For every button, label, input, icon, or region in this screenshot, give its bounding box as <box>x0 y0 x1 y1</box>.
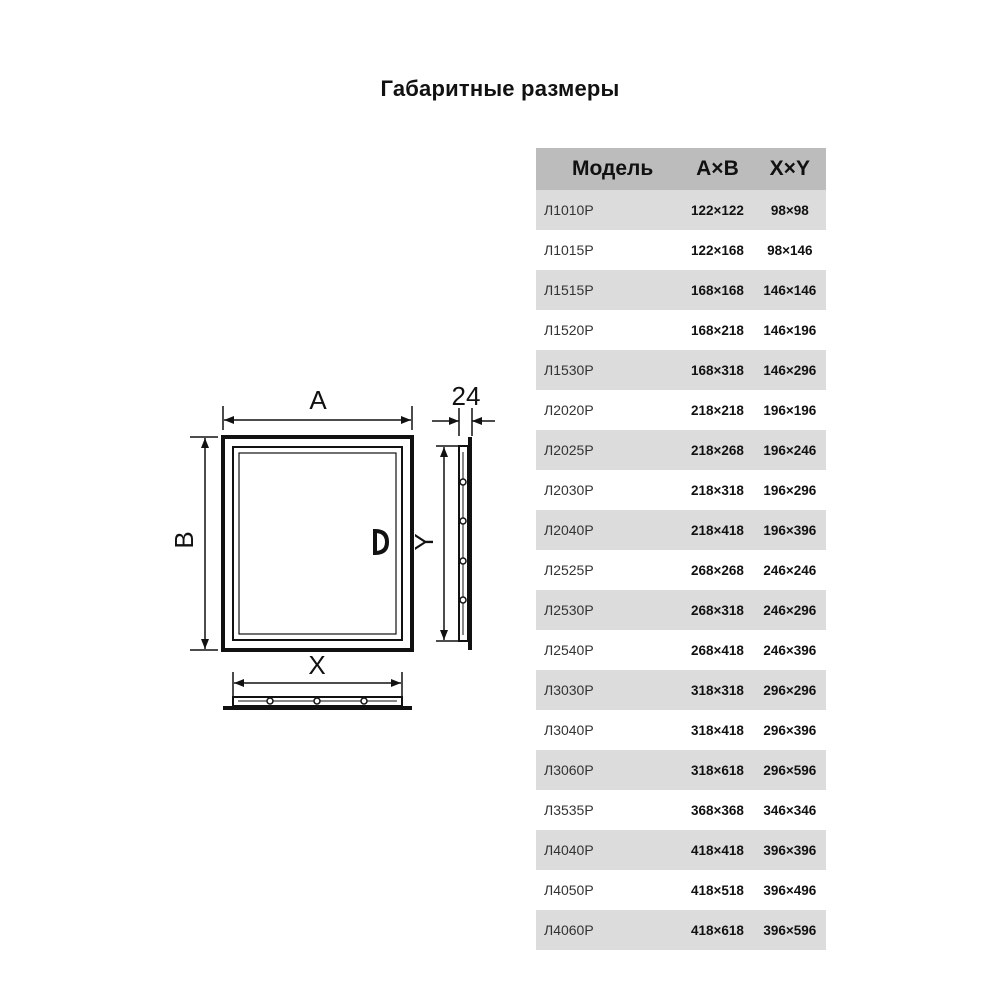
header-model: Модель <box>536 148 681 190</box>
dimension-x <box>233 650 402 696</box>
cell-ab: 268×418 <box>681 630 753 670</box>
page-title: Габаритные размеры <box>380 76 620 101</box>
cell-model: Л3060Р <box>536 750 681 790</box>
cell-model: Л2530Р <box>536 590 681 630</box>
cell-xy: 98×146 <box>754 230 826 270</box>
cell-xy: 196×296 <box>754 470 826 510</box>
cell-ab: 368×368 <box>681 790 753 830</box>
label-b: B <box>169 531 199 549</box>
cell-ab: 268×268 <box>681 550 753 590</box>
cell-xy: 246×396 <box>754 630 826 670</box>
cell-ab: 218×418 <box>681 510 753 550</box>
label-x: X <box>308 650 326 680</box>
cell-model: Л1520Р <box>536 310 681 350</box>
cell-xy: 196×196 <box>754 390 826 430</box>
cell-model: Л2540Р <box>536 630 681 670</box>
cell-model: Л4040Р <box>536 830 681 870</box>
table-row <box>536 430 826 470</box>
table-row <box>536 310 826 350</box>
cell-xy: 296×396 <box>754 710 826 750</box>
cell-xy: 146×296 <box>754 350 826 390</box>
table-row <box>536 670 826 710</box>
dimension-b <box>169 437 218 650</box>
table-row <box>536 270 826 310</box>
table-row <box>536 510 826 550</box>
table-row <box>536 350 826 390</box>
cell-xy: 146×146 <box>754 270 826 310</box>
cell-model: Л2040Р <box>536 510 681 550</box>
cell-model: Л4060Р <box>536 910 681 950</box>
table-row <box>536 590 826 630</box>
dimension-depth <box>432 381 495 436</box>
header-xy: X×Y <box>754 148 826 190</box>
table-row <box>536 710 826 750</box>
cell-ab: 168×318 <box>681 350 753 390</box>
cell-xy: 196×396 <box>754 510 826 550</box>
cell-ab: 318×318 <box>681 670 753 710</box>
dimensions-table <box>536 148 826 950</box>
table-row <box>536 390 826 430</box>
hatch-bottom-view <box>223 697 412 710</box>
cell-xy: 246×296 <box>754 590 826 630</box>
cell-ab: 418×418 <box>681 830 753 870</box>
cell-xy: 396×596 <box>754 910 826 950</box>
cell-xy: 346×346 <box>754 790 826 830</box>
cell-ab: 168×168 <box>681 270 753 310</box>
table-row <box>536 870 826 910</box>
cell-model: Л3535Р <box>536 790 681 830</box>
table-row <box>536 230 826 270</box>
cell-ab: 122×122 <box>681 190 753 230</box>
dimension-a <box>223 385 412 430</box>
handle-icon <box>375 531 387 553</box>
cell-model: Л2025Р <box>536 430 681 470</box>
cell-model: Л3030Р <box>536 670 681 710</box>
cell-model: Л1010Р <box>536 190 681 230</box>
cell-ab: 318×618 <box>681 750 753 790</box>
cell-xy: 396×496 <box>754 870 826 910</box>
cell-xy: 98×98 <box>754 190 826 230</box>
cell-xy: 396×396 <box>754 830 826 870</box>
cell-ab: 218×218 <box>681 390 753 430</box>
cell-xy: 296×296 <box>754 670 826 710</box>
cell-model: Л2020Р <box>536 390 681 430</box>
table-row <box>536 830 826 870</box>
table-row <box>536 910 826 950</box>
table-row <box>536 630 826 670</box>
label-a: A <box>309 385 327 415</box>
cell-ab: 268×318 <box>681 590 753 630</box>
cell-model: Л4050Р <box>536 870 681 910</box>
cell-ab: 122×168 <box>681 230 753 270</box>
cell-model: Л1515Р <box>536 270 681 310</box>
header-ab: A×B <box>681 148 753 190</box>
table-row <box>536 790 826 830</box>
cell-model: Л3040Р <box>536 710 681 750</box>
cell-ab: 318×418 <box>681 710 753 750</box>
cell-ab: 418×618 <box>681 910 753 950</box>
cell-ab: 168×218 <box>681 310 753 350</box>
cell-model: Л2525Р <box>536 550 681 590</box>
hatch-side-view <box>459 437 472 650</box>
cell-ab: 218×268 <box>681 430 753 470</box>
cell-ab: 418×518 <box>681 870 753 910</box>
cell-xy: 146×196 <box>754 310 826 350</box>
cell-xy: 246×246 <box>754 550 826 590</box>
hatch-front-view <box>223 437 412 650</box>
table-row <box>536 190 826 230</box>
table-row <box>536 470 826 510</box>
table-header-row <box>536 148 826 190</box>
cell-model: Л2030Р <box>536 470 681 510</box>
table-row <box>536 550 826 590</box>
dimension-y <box>409 446 458 641</box>
cell-model: Л1015Р <box>536 230 681 270</box>
table-row <box>536 750 826 790</box>
cell-ab: 218×318 <box>681 470 753 510</box>
cell-xy: 296×596 <box>754 750 826 790</box>
label-y: Y <box>409 533 439 551</box>
cell-xy: 196×246 <box>754 430 826 470</box>
label-depth: 24 <box>451 381 481 411</box>
cell-model: Л1530Р <box>536 350 681 390</box>
